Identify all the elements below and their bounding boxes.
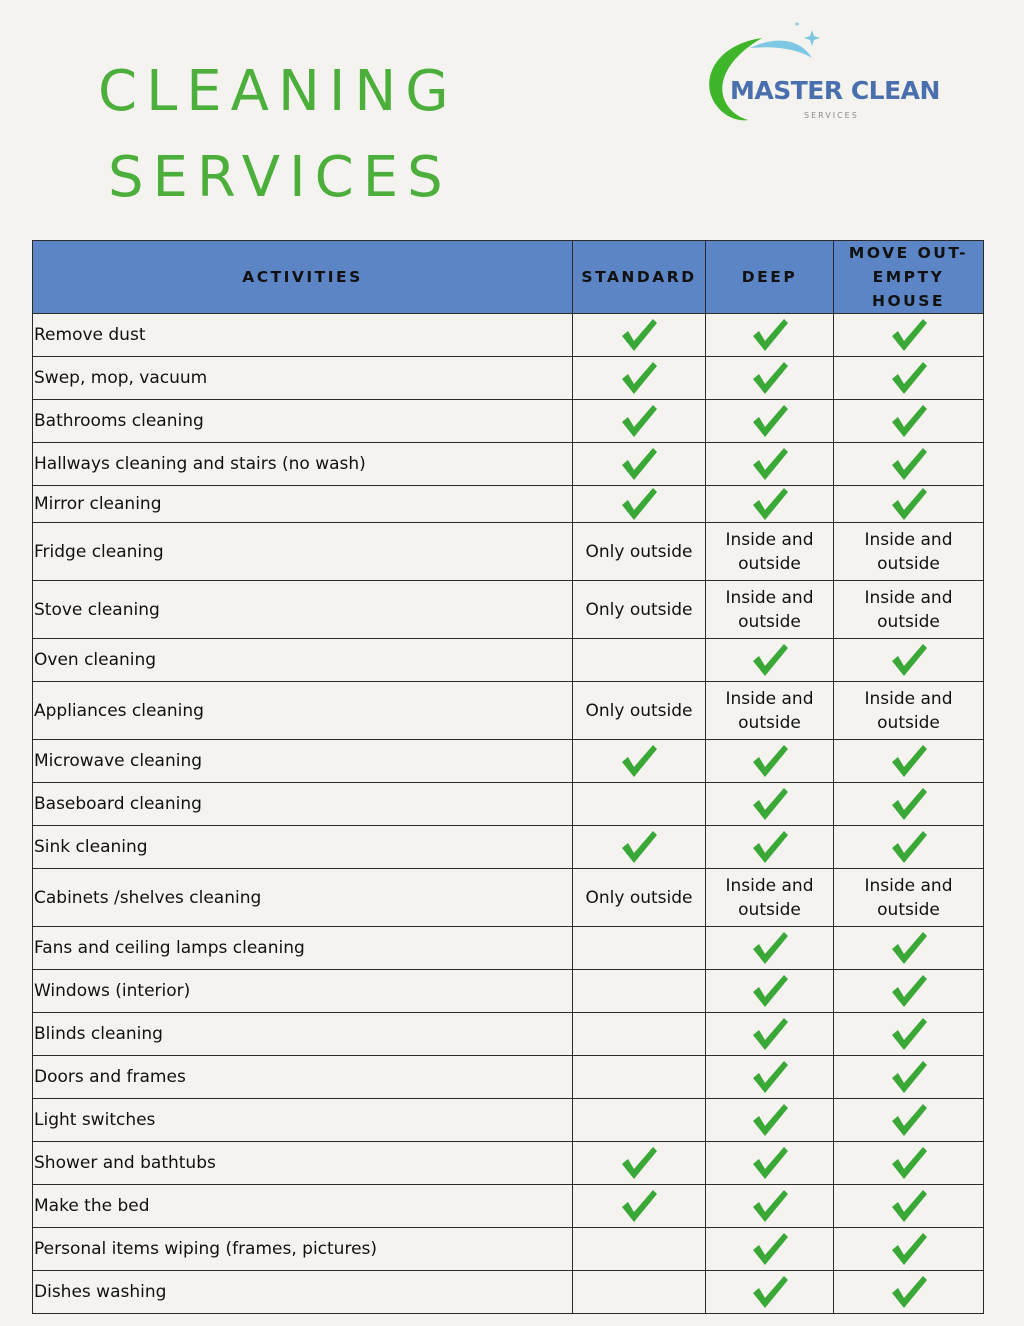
standard-cell bbox=[573, 486, 706, 523]
standard-cell bbox=[573, 639, 706, 682]
activity-cell: Microwave cleaning bbox=[33, 740, 573, 783]
deep-cell bbox=[706, 357, 834, 400]
deep-value: Inside and outside bbox=[725, 529, 814, 574]
page-title-line2: SERVICES bbox=[108, 145, 452, 210]
standard-cell bbox=[573, 1271, 706, 1314]
page-title-line1: CLEANING bbox=[98, 59, 458, 124]
activity-cell: Light switches bbox=[33, 1099, 573, 1142]
checkmark-icon bbox=[889, 360, 929, 396]
activity-cell: Swep, mop, vacuum bbox=[33, 357, 573, 400]
table-row bbox=[33, 783, 984, 826]
moveout-cell bbox=[834, 1099, 984, 1142]
moveout-cell bbox=[834, 443, 984, 486]
checkmark-icon bbox=[889, 829, 929, 865]
table-row bbox=[33, 581, 984, 639]
deep-cell bbox=[706, 1099, 834, 1142]
table-row bbox=[33, 523, 984, 581]
activity-cell: Oven cleaning bbox=[33, 639, 573, 682]
table-row bbox=[33, 314, 984, 357]
checkmark-icon bbox=[750, 1145, 790, 1181]
moveout-cell bbox=[834, 783, 984, 826]
activity-cell: Shower and bathtubs bbox=[33, 1142, 573, 1185]
deep-cell bbox=[706, 1013, 834, 1056]
activity-cell: Remove dust bbox=[33, 314, 573, 357]
moveout-cell bbox=[834, 1185, 984, 1228]
checkmark-icon bbox=[619, 1188, 659, 1224]
deep-cell bbox=[706, 970, 834, 1013]
moveout-cell bbox=[834, 523, 984, 581]
activity-cell: Cabinets /shelves cleaning bbox=[33, 869, 573, 927]
checkmark-icon bbox=[750, 446, 790, 482]
moveout-value: Inside and outside bbox=[864, 587, 953, 632]
checkmark-icon bbox=[750, 486, 790, 522]
header-move-out: MOVE OUT- EMPTY HOUSE bbox=[834, 241, 984, 314]
checkmark-icon bbox=[889, 317, 929, 353]
moveout-cell bbox=[834, 826, 984, 869]
deep-cell bbox=[706, 314, 834, 357]
table-row bbox=[33, 869, 984, 927]
activity-cell: Dishes washing bbox=[33, 1271, 573, 1314]
activity-cell: Windows (interior) bbox=[33, 970, 573, 1013]
standard-cell bbox=[573, 523, 706, 581]
moveout-cell bbox=[834, 1271, 984, 1314]
table-row bbox=[33, 682, 984, 740]
deep-cell bbox=[706, 1056, 834, 1099]
standard-cell bbox=[573, 1099, 706, 1142]
table-row bbox=[33, 826, 984, 869]
moveout-cell bbox=[834, 486, 984, 523]
table-row bbox=[33, 927, 984, 970]
moveout-value: Inside and outside bbox=[864, 688, 953, 733]
checkmark-icon bbox=[889, 642, 929, 678]
deep-value: Inside and outside bbox=[725, 587, 814, 632]
activity-cell: Doors and frames bbox=[33, 1056, 573, 1099]
activity-cell: Stove cleaning bbox=[33, 581, 573, 639]
moveout-cell bbox=[834, 400, 984, 443]
activity-cell: Make the bed bbox=[33, 1185, 573, 1228]
checkmark-icon bbox=[889, 1231, 929, 1267]
table-row bbox=[33, 1142, 984, 1185]
checkmark-icon bbox=[889, 446, 929, 482]
deep-cell bbox=[706, 1185, 834, 1228]
checkmark-icon bbox=[889, 1102, 929, 1138]
table-row bbox=[33, 1056, 984, 1099]
moveout-cell bbox=[834, 314, 984, 357]
moveout-cell bbox=[834, 682, 984, 740]
table-row bbox=[33, 970, 984, 1013]
checkmark-icon bbox=[750, 973, 790, 1009]
deep-cell bbox=[706, 443, 834, 486]
deep-cell bbox=[706, 1228, 834, 1271]
activity-cell: Mirror cleaning bbox=[33, 486, 573, 523]
checkmark-icon bbox=[619, 317, 659, 353]
checkmark-icon bbox=[750, 786, 790, 822]
checkmark-icon bbox=[750, 642, 790, 678]
checkmark-icon bbox=[889, 486, 929, 522]
table-row bbox=[33, 1099, 984, 1142]
activity-cell: Bathrooms cleaning bbox=[33, 400, 573, 443]
checkmark-icon bbox=[750, 1059, 790, 1095]
company-logo bbox=[700, 18, 940, 128]
deep-value: Inside and outside bbox=[725, 875, 814, 920]
checkmark-icon bbox=[750, 317, 790, 353]
checkmark-icon bbox=[750, 743, 790, 779]
moveout-cell bbox=[834, 1056, 984, 1099]
checkmark-icon bbox=[889, 1016, 929, 1052]
deep-cell bbox=[706, 581, 834, 639]
deep-cell bbox=[706, 927, 834, 970]
moveout-cell bbox=[834, 357, 984, 400]
moveout-value: Inside and outside bbox=[864, 529, 953, 574]
moveout-cell bbox=[834, 1228, 984, 1271]
logo-subtitle: SERVICES bbox=[804, 111, 859, 120]
table-row bbox=[33, 1228, 984, 1271]
services-table bbox=[32, 240, 984, 1314]
checkmark-icon bbox=[750, 1188, 790, 1224]
checkmark-icon bbox=[889, 1059, 929, 1095]
standard-cell bbox=[573, 869, 706, 927]
checkmark-icon bbox=[889, 743, 929, 779]
checkmark-icon bbox=[889, 1188, 929, 1224]
checkmark-icon bbox=[619, 446, 659, 482]
deep-cell bbox=[706, 682, 834, 740]
activity-cell: Appliances cleaning bbox=[33, 682, 573, 740]
moveout-cell bbox=[834, 1142, 984, 1185]
checkmark-icon bbox=[619, 743, 659, 779]
table-row bbox=[33, 400, 984, 443]
table-row bbox=[33, 639, 984, 682]
deep-cell bbox=[706, 639, 834, 682]
standard-cell bbox=[573, 1228, 706, 1271]
deep-cell bbox=[706, 783, 834, 826]
checkmark-icon bbox=[619, 360, 659, 396]
checkmark-icon bbox=[750, 1231, 790, 1267]
activity-cell: Baseboard cleaning bbox=[33, 783, 573, 826]
standard-cell bbox=[573, 1056, 706, 1099]
table-row bbox=[33, 1013, 984, 1056]
standard-cell bbox=[573, 740, 706, 783]
header-deep: DEEP bbox=[706, 241, 834, 314]
deep-cell bbox=[706, 869, 834, 927]
standard-value: Only outside bbox=[585, 887, 693, 908]
standard-cell bbox=[573, 314, 706, 357]
moveout-cell bbox=[834, 927, 984, 970]
table-row bbox=[33, 357, 984, 400]
checkmark-icon bbox=[619, 403, 659, 439]
standard-cell bbox=[573, 581, 706, 639]
standard-cell bbox=[573, 927, 706, 970]
standard-cell bbox=[573, 1185, 706, 1228]
standard-cell bbox=[573, 682, 706, 740]
checkmark-icon bbox=[750, 1102, 790, 1138]
checkmark-icon bbox=[619, 829, 659, 865]
moveout-cell bbox=[834, 1013, 984, 1056]
standard-value: Only outside bbox=[585, 599, 693, 620]
standard-cell bbox=[573, 783, 706, 826]
activity-cell: Hallways cleaning and stairs (no wash) bbox=[33, 443, 573, 486]
moveout-cell bbox=[834, 869, 984, 927]
logo-name: MASTER CLEAN bbox=[730, 76, 940, 105]
header-standard: STANDARD bbox=[573, 241, 706, 314]
deep-cell bbox=[706, 523, 834, 581]
table-row bbox=[33, 1185, 984, 1228]
standard-cell bbox=[573, 357, 706, 400]
checkmark-icon bbox=[889, 973, 929, 1009]
moveout-cell bbox=[834, 970, 984, 1013]
activity-cell: Personal items wiping (frames, pictures) bbox=[33, 1228, 573, 1271]
checkmark-icon bbox=[750, 930, 790, 966]
checkmark-icon bbox=[619, 1145, 659, 1181]
deep-cell bbox=[706, 486, 834, 523]
checkmark-icon bbox=[750, 403, 790, 439]
deep-value: Inside and outside bbox=[725, 688, 814, 733]
checkmark-icon bbox=[750, 829, 790, 865]
deep-cell bbox=[706, 400, 834, 443]
table-row bbox=[33, 1271, 984, 1314]
activity-cell: Blinds cleaning bbox=[33, 1013, 573, 1056]
table-row bbox=[33, 443, 984, 486]
checkmark-icon bbox=[889, 403, 929, 439]
activity-cell: Fans and ceiling lamps cleaning bbox=[33, 927, 573, 970]
moveout-cell bbox=[834, 740, 984, 783]
checkmark-icon bbox=[750, 1274, 790, 1310]
header-activities: ACTIVITIES bbox=[33, 241, 573, 314]
standard-cell bbox=[573, 970, 706, 1013]
checkmark-icon bbox=[750, 360, 790, 396]
deep-cell bbox=[706, 1142, 834, 1185]
standard-value: Only outside bbox=[585, 700, 693, 721]
standard-cell bbox=[573, 1013, 706, 1056]
checkmark-icon bbox=[889, 786, 929, 822]
deep-cell bbox=[706, 826, 834, 869]
table-row bbox=[33, 740, 984, 783]
checkmark-icon bbox=[750, 1016, 790, 1052]
deep-cell bbox=[706, 1271, 834, 1314]
checkmark-icon bbox=[889, 1145, 929, 1181]
deep-cell bbox=[706, 740, 834, 783]
checkmark-icon bbox=[619, 486, 659, 522]
standard-value: Only outside bbox=[585, 541, 693, 562]
standard-cell bbox=[573, 1142, 706, 1185]
checkmark-icon bbox=[889, 1274, 929, 1310]
moveout-cell bbox=[834, 581, 984, 639]
standard-cell bbox=[573, 443, 706, 486]
moveout-value: Inside and outside bbox=[864, 875, 953, 920]
standard-cell bbox=[573, 400, 706, 443]
activity-cell: Sink cleaning bbox=[33, 826, 573, 869]
checkmark-icon bbox=[889, 930, 929, 966]
table-row bbox=[33, 486, 984, 523]
moveout-cell bbox=[834, 639, 984, 682]
standard-cell bbox=[573, 826, 706, 869]
activity-cell: Fridge cleaning bbox=[33, 523, 573, 581]
